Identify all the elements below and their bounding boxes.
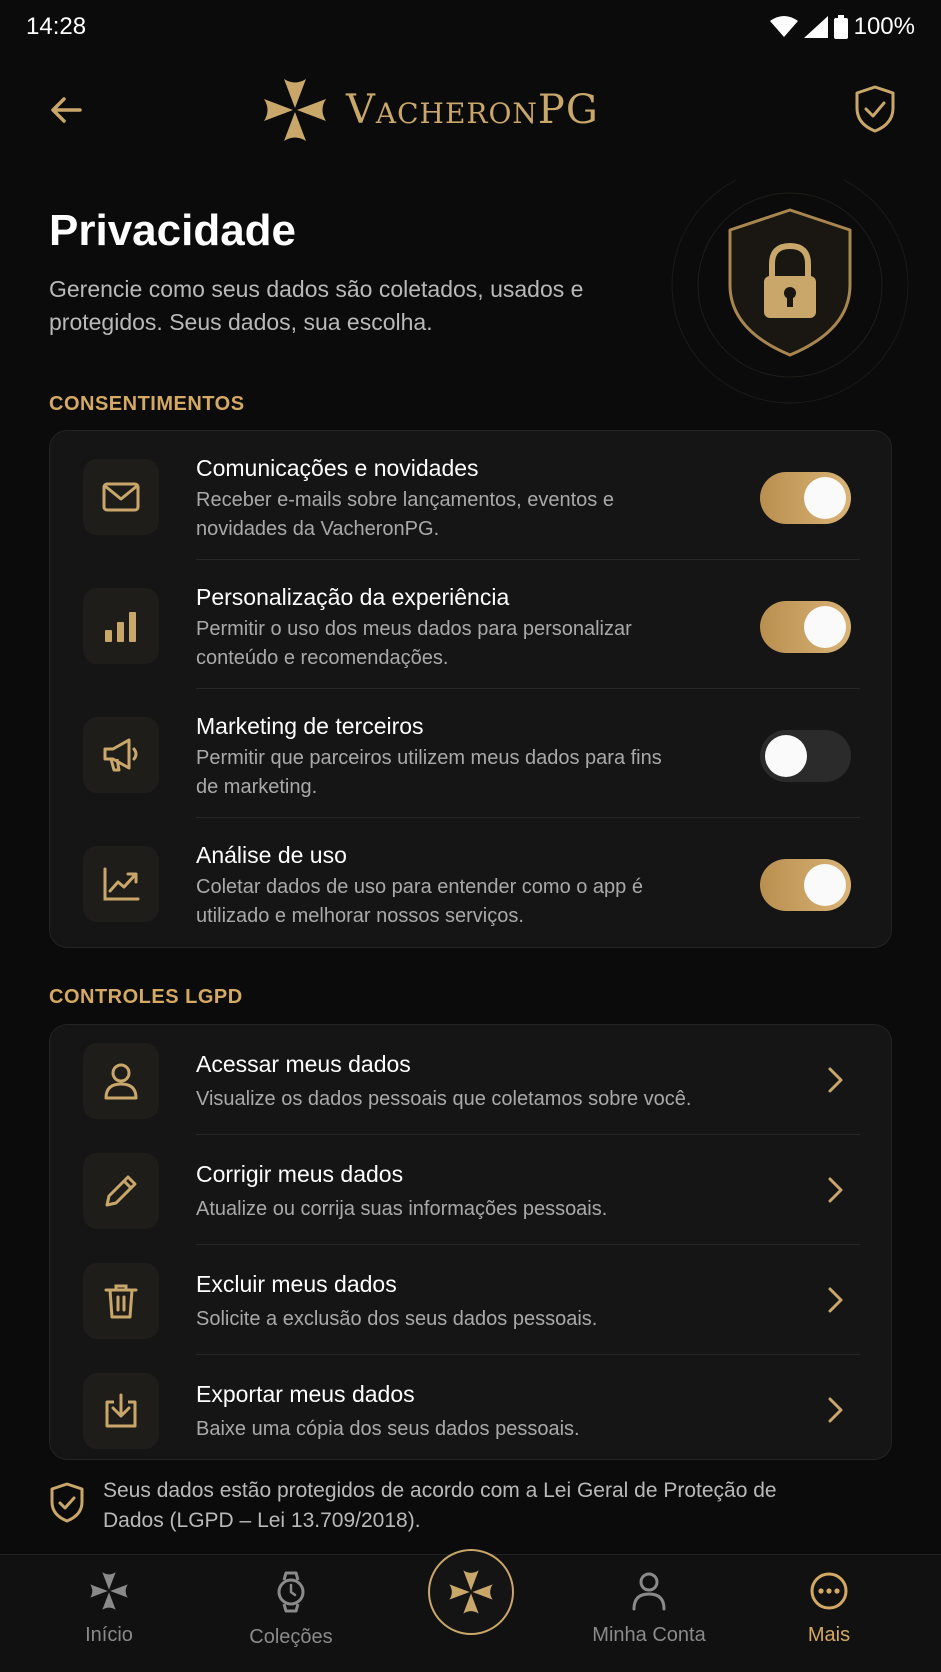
shield-lock-illustration [660,180,920,410]
toggle-personalization[interactable] [760,601,851,653]
maltese-cross-icon [448,1569,494,1615]
page-title: Privacidade [49,206,297,255]
megaphone-icon-wrap [83,717,159,793]
bar-chart-icon [103,608,139,644]
back-button[interactable] [44,88,88,132]
megaphone-icon [101,737,141,773]
shield-lock-icon [660,180,920,410]
more-icon [809,1571,849,1611]
lgpd-title: Acessar meus dados [196,1051,411,1077]
maltese-cross-icon [89,1571,129,1611]
toggle-usage-analytics[interactable] [760,859,851,911]
chevron-right-icon [822,1175,848,1205]
lgpd-row-delete[interactable] [50,1245,893,1355]
wifi-icon [770,16,798,38]
lgpd-description: Visualize os dados pessoais que coletamos sobre você. [196,1088,692,1110]
mail-icon [101,481,141,513]
battery-icon [834,15,848,39]
trash-icon [104,1282,138,1320]
nav-label: Mais [807,1624,851,1646]
nav-label: Coleções [249,1626,333,1648]
user-icon-wrap [83,1043,159,1119]
user-icon [631,1571,667,1611]
download-icon-wrap [83,1373,159,1449]
nav-label: Início [85,1624,133,1646]
toggle-third-party-marketing[interactable] [760,730,851,782]
consent-row-third-party-marketing [50,689,893,818]
trash-icon-wrap [83,1263,159,1339]
lgpd-row-correct[interactable] [50,1135,893,1245]
pencil-icon-wrap [83,1153,159,1229]
trend-chart-icon-wrap [83,846,159,922]
chevron-right-icon [822,1285,848,1315]
user-icon [103,1062,139,1100]
mail-icon-wrap [83,459,159,535]
lgpd-card [49,1024,892,1460]
consent-title: Análise de uso [196,842,347,868]
lgpd-row-export[interactable] [50,1355,893,1461]
consent-title: Personalização da experiência [196,584,510,610]
consent-description: Permitir o uso dos meus dados para personalizar conteúdo e recomendações. [196,618,632,669]
lgpd-title: Excluir meus dados [196,1271,397,1297]
maltese-cross-icon [262,77,328,143]
arrow-left-icon [44,88,88,132]
nav-item-inicio[interactable] [34,1571,184,1647]
footer-note-text: Seus dados estão protegidos de acordo com a Lei Geral de Proteção de Dados (LGPD – Lei 13.709/2018). [103,1479,777,1532]
brand-logo [262,72,599,148]
section-label-lgpd: CONTROLES LGPD [49,986,243,1008]
consent-title: Comunicações e novidades [196,455,479,481]
lgpd-row-access[interactable] [50,1025,893,1135]
trend-chart-icon [101,866,141,902]
nav-center-home-button[interactable] [428,1549,514,1635]
consent-description: Permitir que parceiros utilizem meus dados para fins de marketing. [196,747,662,798]
lgpd-title: Corrigir meus dados [196,1161,404,1187]
consent-title: Marketing de terceiros [196,713,424,739]
battery-percent: 100% [853,13,915,40]
consent-row-communications [50,431,893,560]
security-shield-button[interactable] [853,84,897,134]
nav-item-colecoes[interactable] [216,1571,366,1649]
download-icon [102,1392,140,1430]
toggle-communications[interactable] [760,472,851,524]
consent-row-usage-analytics [50,818,893,949]
chevron-right-icon [822,1065,848,1095]
brand-name: VacheronPG [346,87,599,133]
shield-check-icon [853,84,897,134]
status-icons [770,13,915,41]
section-label-consents: CONSENTIMENTOS [49,393,245,415]
status-bar [0,0,941,54]
lgpd-description: Baixe uma cópia dos seus dados pessoais. [196,1418,580,1440]
consent-row-personalization [50,560,893,689]
consent-description: Coletar dados de uso para entender como o app é utilizado e melhorar nossos serviços. [196,876,643,927]
nav-label: Minha Conta [592,1624,706,1646]
watch-icon [274,1571,308,1613]
nav-item-minha-conta[interactable] [574,1571,724,1647]
chevron-right-icon [822,1395,848,1425]
consents-card [49,430,892,948]
bar-chart-icon-wrap [83,588,159,664]
consent-description: Receber e-mails sobre lançamentos, eventos e novidades da VacheronPG. [196,489,614,540]
signal-icon [804,16,828,38]
shield-check-icon [49,1482,85,1524]
status-time: 14:28 [26,13,87,40]
lgpd-description: Atualize ou corrija suas informações pessoais. [196,1198,608,1220]
bottom-nav [0,1554,941,1672]
app-header [0,60,941,160]
nav-item-mais[interactable] [754,1571,904,1647]
pencil-icon [102,1172,140,1210]
page-description: Gerencie como seus dados são coletados, usados e protegidos. Seus dados, sua escolha. [49,276,584,335]
lgpd-title: Exportar meus dados [196,1381,415,1407]
lgpd-description: Solicite a exclusão dos seus dados pessoais. [196,1308,598,1330]
